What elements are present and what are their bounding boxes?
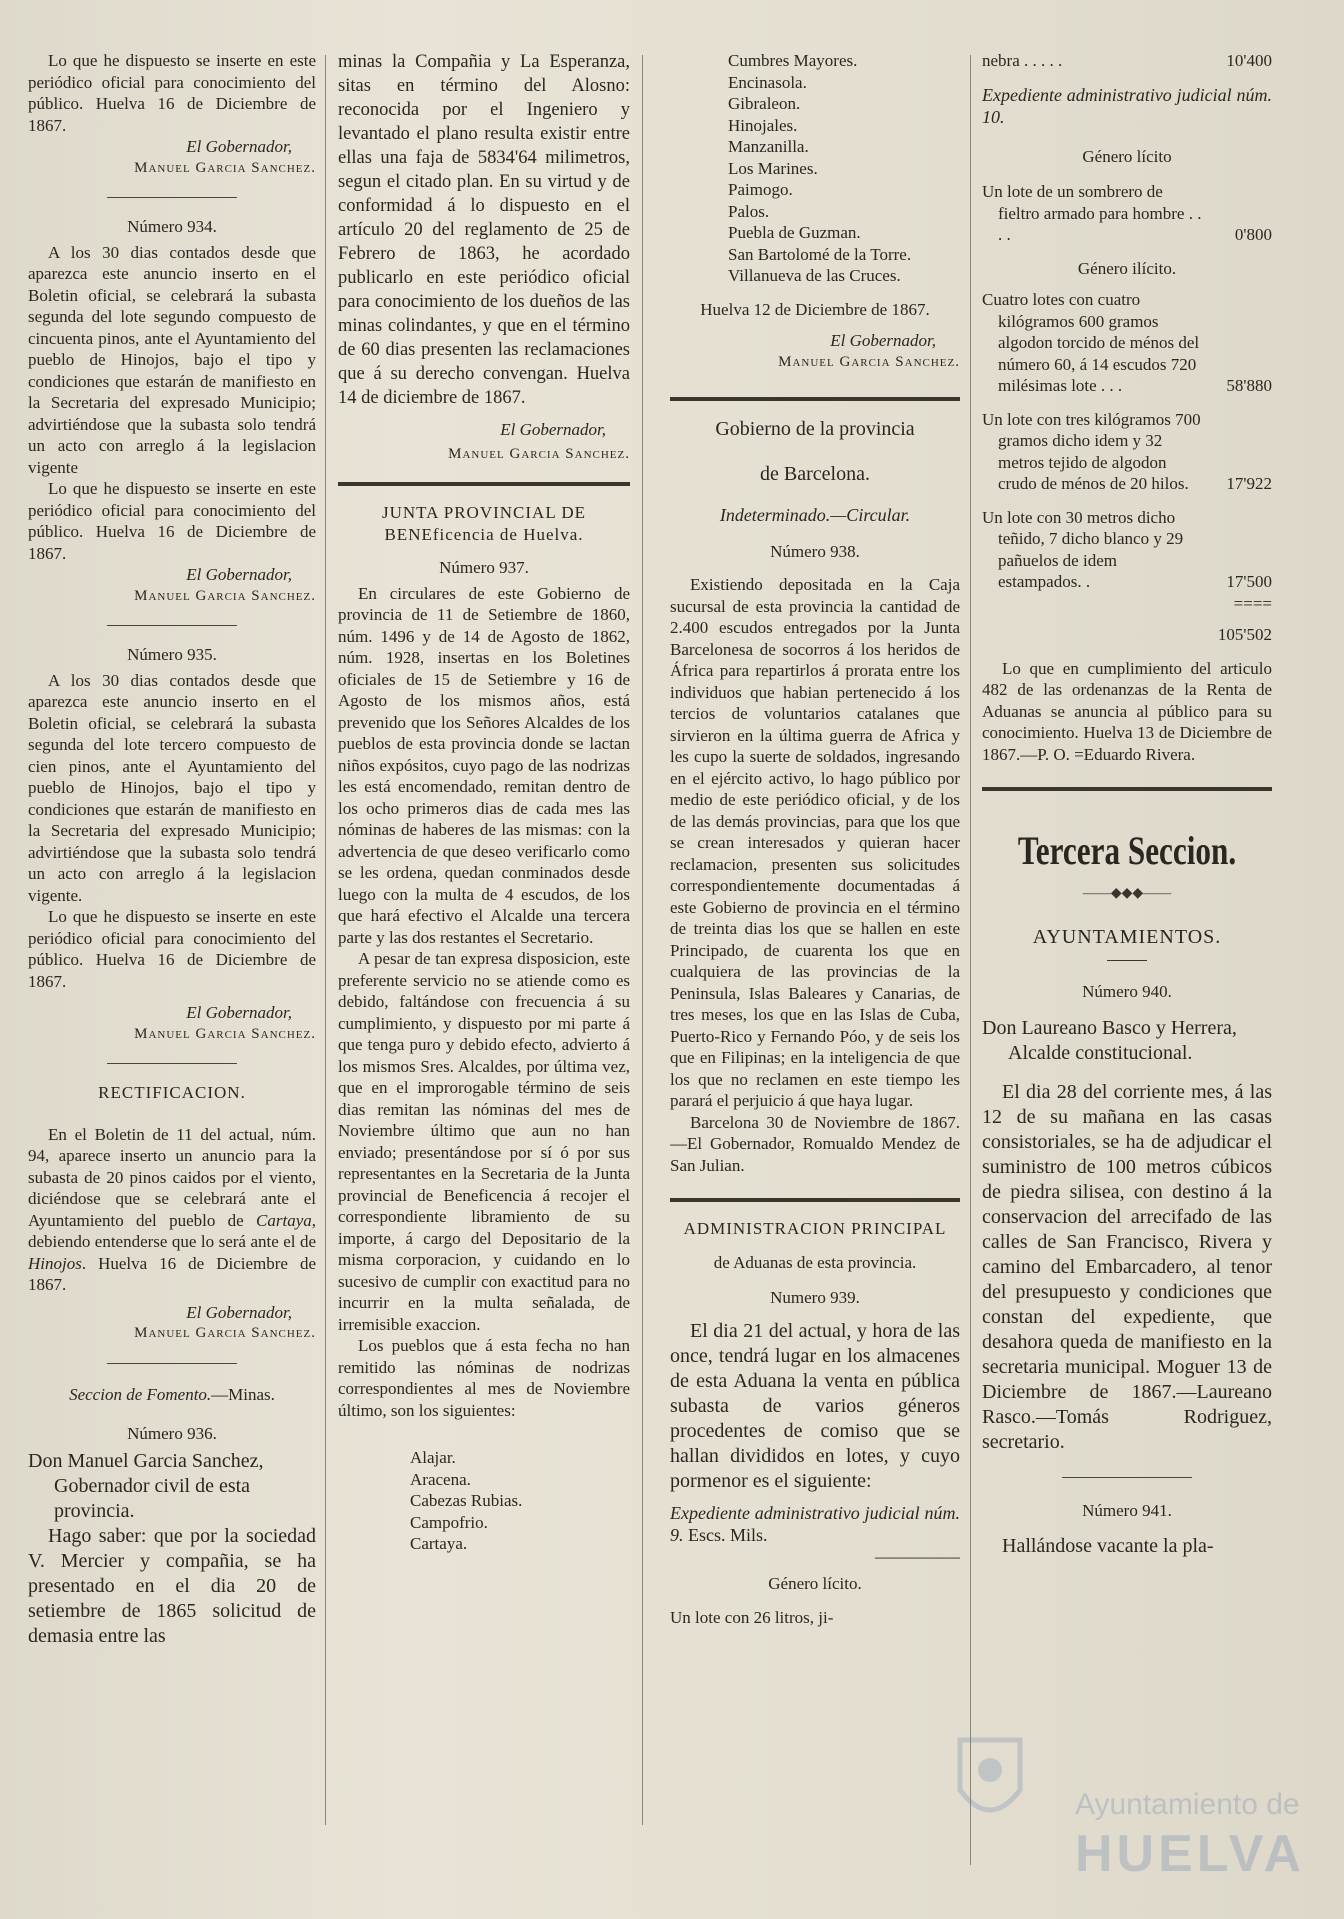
section-heading: Gobierno de la provincia (715, 418, 915, 440)
section-heading: Seccion de Fomento.—Minas. (69, 1384, 275, 1404)
separator (338, 482, 630, 486)
section-heading: ADMINISTRACION PRINCIPAL (683, 1219, 947, 1238)
section-heading: de Barcelona. (760, 463, 870, 485)
signature-name: Manuel Garcia Sanchez. (134, 1025, 316, 1042)
watermark-line2: HUELVA (1075, 1825, 1306, 1883)
section-heading: AYUNTAMIENTOS. (1032, 925, 1222, 948)
separator (107, 625, 237, 626)
lot-row: Un lote con tres kilógramos 700 gramos dicho idem y 32 metros tejido de algodon crudo de ménos de 20 hilos. 17'922 (982, 409, 1272, 493)
signature-title: El Gobernador, (186, 565, 292, 584)
separator (107, 1363, 237, 1364)
list-item: Encinasola. (728, 72, 807, 92)
lot-row: Un lote de un sombrero de fieltro armado para hombre . . . . 0'800 (982, 182, 1272, 244)
goods-category: Género lícito (1082, 146, 1172, 166)
list-item: Los Marines. (728, 158, 818, 178)
goods-category: Género ilícito. (1077, 258, 1177, 278)
paragraph: A los 30 dias contados desde que aparezca este anuncio inserto en el Boletin oficial, se celebrará la subasta segunda del lote segundo compuesto de cincuenta pinos, ante el Ayuntamiento del pueblo de Hinojos, bajo el tipo y condiciones que estarán de manifiesto en la Secretaria del expresado Municipio; advirtiéndose que la subasta solo tendrá un acto con arreglo á la legislacion vigente (28, 242, 316, 477)
paragraph: Los pueblos que á esta fecha no han remitido las nóminas de nodrizas correspondientes al mes de Noviembre último, son los siguientes: (338, 1336, 630, 1420)
section-heading: RECTIFICACION. (98, 1083, 246, 1102)
separator (670, 397, 960, 401)
signature-name: Manuel Garcia Sanchez. (134, 159, 316, 176)
column-2 (338, 50, 630, 1910)
column-rule (642, 55, 643, 1825)
notice-number: Número 938. (770, 541, 860, 561)
signature-title: El Gobernador, (830, 331, 936, 350)
paragraph: Lo que he dispuesto se inserte en este periódico oficial para conocimiento del público. Huelva 16 de Diciembre de 1867. (28, 479, 316, 563)
lot-row: Un lote con 30 metros dicho teñido, 7 dicho blanco y 29 pañuelos de idem estampados. . 17'500 (982, 507, 1272, 591)
separator (670, 1198, 960, 1202)
list-item: Campofrio. (410, 1512, 488, 1532)
lot-row: nebra . . . . . 10'400 (982, 51, 1272, 70)
total-rule: ==== (1233, 593, 1272, 613)
list-item: Puebla de Guzman. (728, 223, 861, 242)
crest-icon (940, 1720, 1040, 1840)
list-item: Hinojales. (728, 115, 798, 135)
list-item: Manzanilla. (728, 137, 809, 156)
lot-item: Un lote con 26 litros, ji- (670, 1607, 834, 1627)
paragraph: A los 30 dias contados desde que aparezca este anuncio inserto en el Boletin oficial, se celebrará la subasta segunda del lote tercero compuesto de cien pinos, ante el Ayuntamiento del pueblo de Hinojos, bajo el tipo y condiciones que estarán de manifiesto en la Secretaria del expresado Municipio; advirtiéndose que la subasta solo tendrá un acto con arreglo á la legislacion vigente. (28, 670, 316, 905)
dash-line: ————— (875, 1546, 960, 1566)
notice-number: Número 937. (439, 558, 529, 577)
dossier-label: Expediente administrativo judicial núm. 9. Escs. Mils. (670, 1502, 960, 1545)
date-line: Huelva 12 de Diciembre de 1867. (700, 299, 930, 319)
paragraph: Hago saber: que por la sociedad V. Mercier y compañia, se ha presentado en el dia 20 de setiembre de 1865 solicitud de demasia entre las (28, 1524, 316, 1647)
section-subheading: de Aduanas de esta provincia. (713, 1252, 917, 1272)
list-item: Cartaya. (410, 1534, 468, 1553)
signature-name: Manuel Garcia Sanchez. (134, 587, 316, 604)
paragraph: Lo que he dispuesto se inserte en este periódico oficial para conocimiento del público. Huelva 16 de Diciembre de 1867. (28, 907, 316, 991)
list-item: Villanueva de las Cruces. (728, 266, 901, 285)
paragraph: Hallándose vacante la pla- (1002, 1534, 1214, 1557)
paragraph: Lo que en cumplimiento del articulo 482 de las ordenanzas de la Renta de Aduanas se anuncia al público para su conocimiento. Huelva 13 de Diciembre de 1867.—P. O. =Eduardo Rivera. (982, 658, 1272, 764)
paragraph: Lo que he dispuesto se inserte en este periódico oficial para conocimiento del público. Huelva 16 de Diciembre de 1867. (28, 51, 316, 135)
town-list (670, 50, 960, 287)
list-item: Cumbres Mayores. (728, 51, 858, 70)
list-item: San Bartolomé de la Torre. (728, 244, 912, 264)
notice-number: Número 940. (1082, 981, 1172, 1001)
column-rule (325, 55, 326, 1825)
signature-title: El Gobernador, (186, 1302, 292, 1322)
notice-number: Número 941. (1082, 1501, 1172, 1520)
signature-name: Manuel Garcia Sanchez. (134, 1325, 316, 1341)
paragraph: El dia 21 del actual, y hora de las once, tendrá lugar en los almacenes de esta Aduana la venta en pública subasta de varios géneros procedentes de comiso que se hallan divididos en lotes, y cuyo pormenor es el siguiente: (670, 1319, 960, 1492)
notice-number: Número 934. (127, 217, 217, 236)
list-item: Aracena. (410, 1469, 471, 1489)
column-4 (982, 50, 1272, 1910)
separator (1062, 1477, 1193, 1478)
paragraph: A pesar de tan expresa disposicion, este preferente servicio no se atiende como es debido, faltándose con frecuencia á su cumplimiento, y dispuesto por mi parte á que tenga puro y debido efecto, advierto á los mismos Sres. Alcaldes, por última vez, que en el improrogable término de seis dias remitan las nóminas del mes de Noviembre último que aun no han enviado; presentándose por sí ó por sus representantes en la Secretaria de la Junta provincial de Beneficencia á recojer el correspondiente libramiento de su importe, á cargo del Depositario de la misma corporacion, y cuidando en lo sucesivo de cumplir con exactitud para no incurrir en la multa señalada, de irremisible exaccion. (338, 949, 630, 1334)
list-item: Gibraleon. (728, 94, 801, 113)
column-3 (670, 50, 960, 1910)
signature-name: Manuel Garcia Sanchez. (778, 353, 960, 370)
ornament: ——◆◆◆—— (1082, 886, 1172, 901)
watermark-line1: Ayuntamiento de (1075, 1788, 1300, 1821)
goods-category: Género lícito. (768, 1574, 862, 1593)
list-item: Alajar. (410, 1448, 456, 1467)
total-value: 105'502 (1217, 625, 1272, 644)
notice-number: Numero 939. (770, 1288, 860, 1307)
lot-row: Cuatro lotes con cuatro kilógramos 600 gramos algodon torcido de ménos del número 60, á 14 escudos 720 milésimas lote . . . 58'880 (982, 290, 1272, 395)
decree-header: Don Laureano Basco y Herrera, Alcalde constitucional. (982, 1017, 1237, 1064)
circular-label: Indeterminado.—Circular. (719, 505, 911, 525)
separator (982, 787, 1272, 791)
notice-number: Número 936. (127, 1424, 217, 1443)
section-title: Tercera Seccion. (1017, 828, 1237, 873)
list-item: Cabezas Rubias. (410, 1491, 523, 1510)
separator (107, 1063, 237, 1064)
paragraph: El dia 28 del corriente mes, á las 12 de su mañana en las casas consistoriales, se ha de adjudicar el suministro de 100 metros cúbicos de piedra silisea, con destino á la conservacion del arrecifado de las calles de San Francisco, Rivera y camino del Embarcadero, al tenor del presupuesto y condiciones que constan del expediente, que desahora queda de manifiesto en la secretaria municipal. Moguer 13 de Diciembre de 1867.—Laureano Rasco.—Tomás Rodriguez, secretario. (982, 1081, 1272, 1453)
dossier-label: Expediente administrativo judicial núm. 10. (982, 84, 1272, 127)
paragraph: minas la Compañia y La Esperanza, sitas en término del Alosno: reconocida por el Ingeniero y levantado el plano resulta existir entre ellas una faja de 5834'64 milimetros, segun el citado plan. En su virtud y de conformidad á lo dispuesto en el artículo 20 del reglamento de 25 de Febrero de 1863, he acordado publicarlo en este periódico oficial para conocimiento de los dueños de las minas colindantes, y que en el término de 60 dias presenten las reclamaciones que á su derecho convengan. Huelva 14 de diciembre de 1867. (338, 52, 630, 408)
paragraph: Barcelona 30 de Noviembre de 1867.—El Gobernador, Romualdo Mendez de San Julian. (670, 1112, 960, 1175)
signature-title: El Gobernador, (186, 1003, 292, 1022)
list-item: Paimogo. (728, 180, 793, 199)
paragraph: En circulares de este Gobierno de provincia de 11 de Setiembre de 1860, núm. 1496 y de 14 de Agosto de 1862, núm. 1928, insertas en los Boletines oficiales de 15 de Setiembre y 16 de Agosto de los mismos años, está prevenido que los Señores Alcaldes de los pueblos de esta provincia donde se lactan niños expósitos, cuyo pago de las nodrizas les está encomendado, remitan dentro de los ocho primeros dias de cada mes las nóminas de haberes de las mismas: con la advertencia de que deseo verificarlo como se les ordena, quedan conminados desde luego con la multa de 4 escudos, de los que hará efectivo el Alcalde una tercera parte y las dos restantes el Secretario. (338, 583, 630, 947)
paragraph: En el Boletin de 11 del actual, núm. 94, aparece inserto un anuncio para la subasta de 20 pinos caidos por el viento, diciéndose que se celebrará ante el Ayuntamiento del pueblo de Cartaya, debiendo entenderse que lo será ante el de Hinojos. Huelva 16 de Diciembre de 1867. (28, 1124, 316, 1294)
column-1 (28, 50, 316, 1910)
column-rule (970, 55, 971, 1865)
paragraph: Existiendo depositada en la Caja sucursal de esta provincia la cantidad de 2.400 escudos entregados por la Junta Barcelonesa de socorros á los heridos de África para repartirlos á prorata entre los individuos que habian pertenecido á los tercios de voluntarios catalanes que sirvieron en la última guerra de Africa y les cupo la suerte de soldados, ingresando en el ejército activo, lo hago público por medio de este periódico oficial, y de los de las demás provincias, para que los que se crean interesados y quieran hacer reclamacion, presenten sus solicitudes correspondientemente documentadas á este Gobierno de provincia en el término de treinta dias los que se hallen en este Principado, de cuarenta los que en cualquiera de las provincias de la Peninsula, Islas Baleares y Canarias, de tres meses, los que en las Islas de Cuba, Puerto-Rico y Fernando Póo, y de seis los que en Filipinas; en la inteligencia de que los que no reclamen en este tiempo les parará el perjuicio á que haya lugar. (670, 575, 960, 1110)
decree-header: Don Manuel Garcia Sanchez, Gobernador civil de esta provincia. (28, 1449, 264, 1522)
town-list (338, 1447, 630, 1555)
section-heading: JUNTA PROVINCIAL DE BENEficencia de Huelva. (381, 503, 586, 544)
list-item: Palos. (728, 201, 770, 221)
separator (107, 197, 237, 198)
signature-title: El Gobernador, (500, 420, 606, 439)
separator (1107, 960, 1147, 961)
notice-number: Número 935. (127, 645, 217, 664)
signature-title: El Gobernador, (186, 137, 292, 156)
signature-name: Manuel Garcia Sanchez. (448, 446, 630, 462)
